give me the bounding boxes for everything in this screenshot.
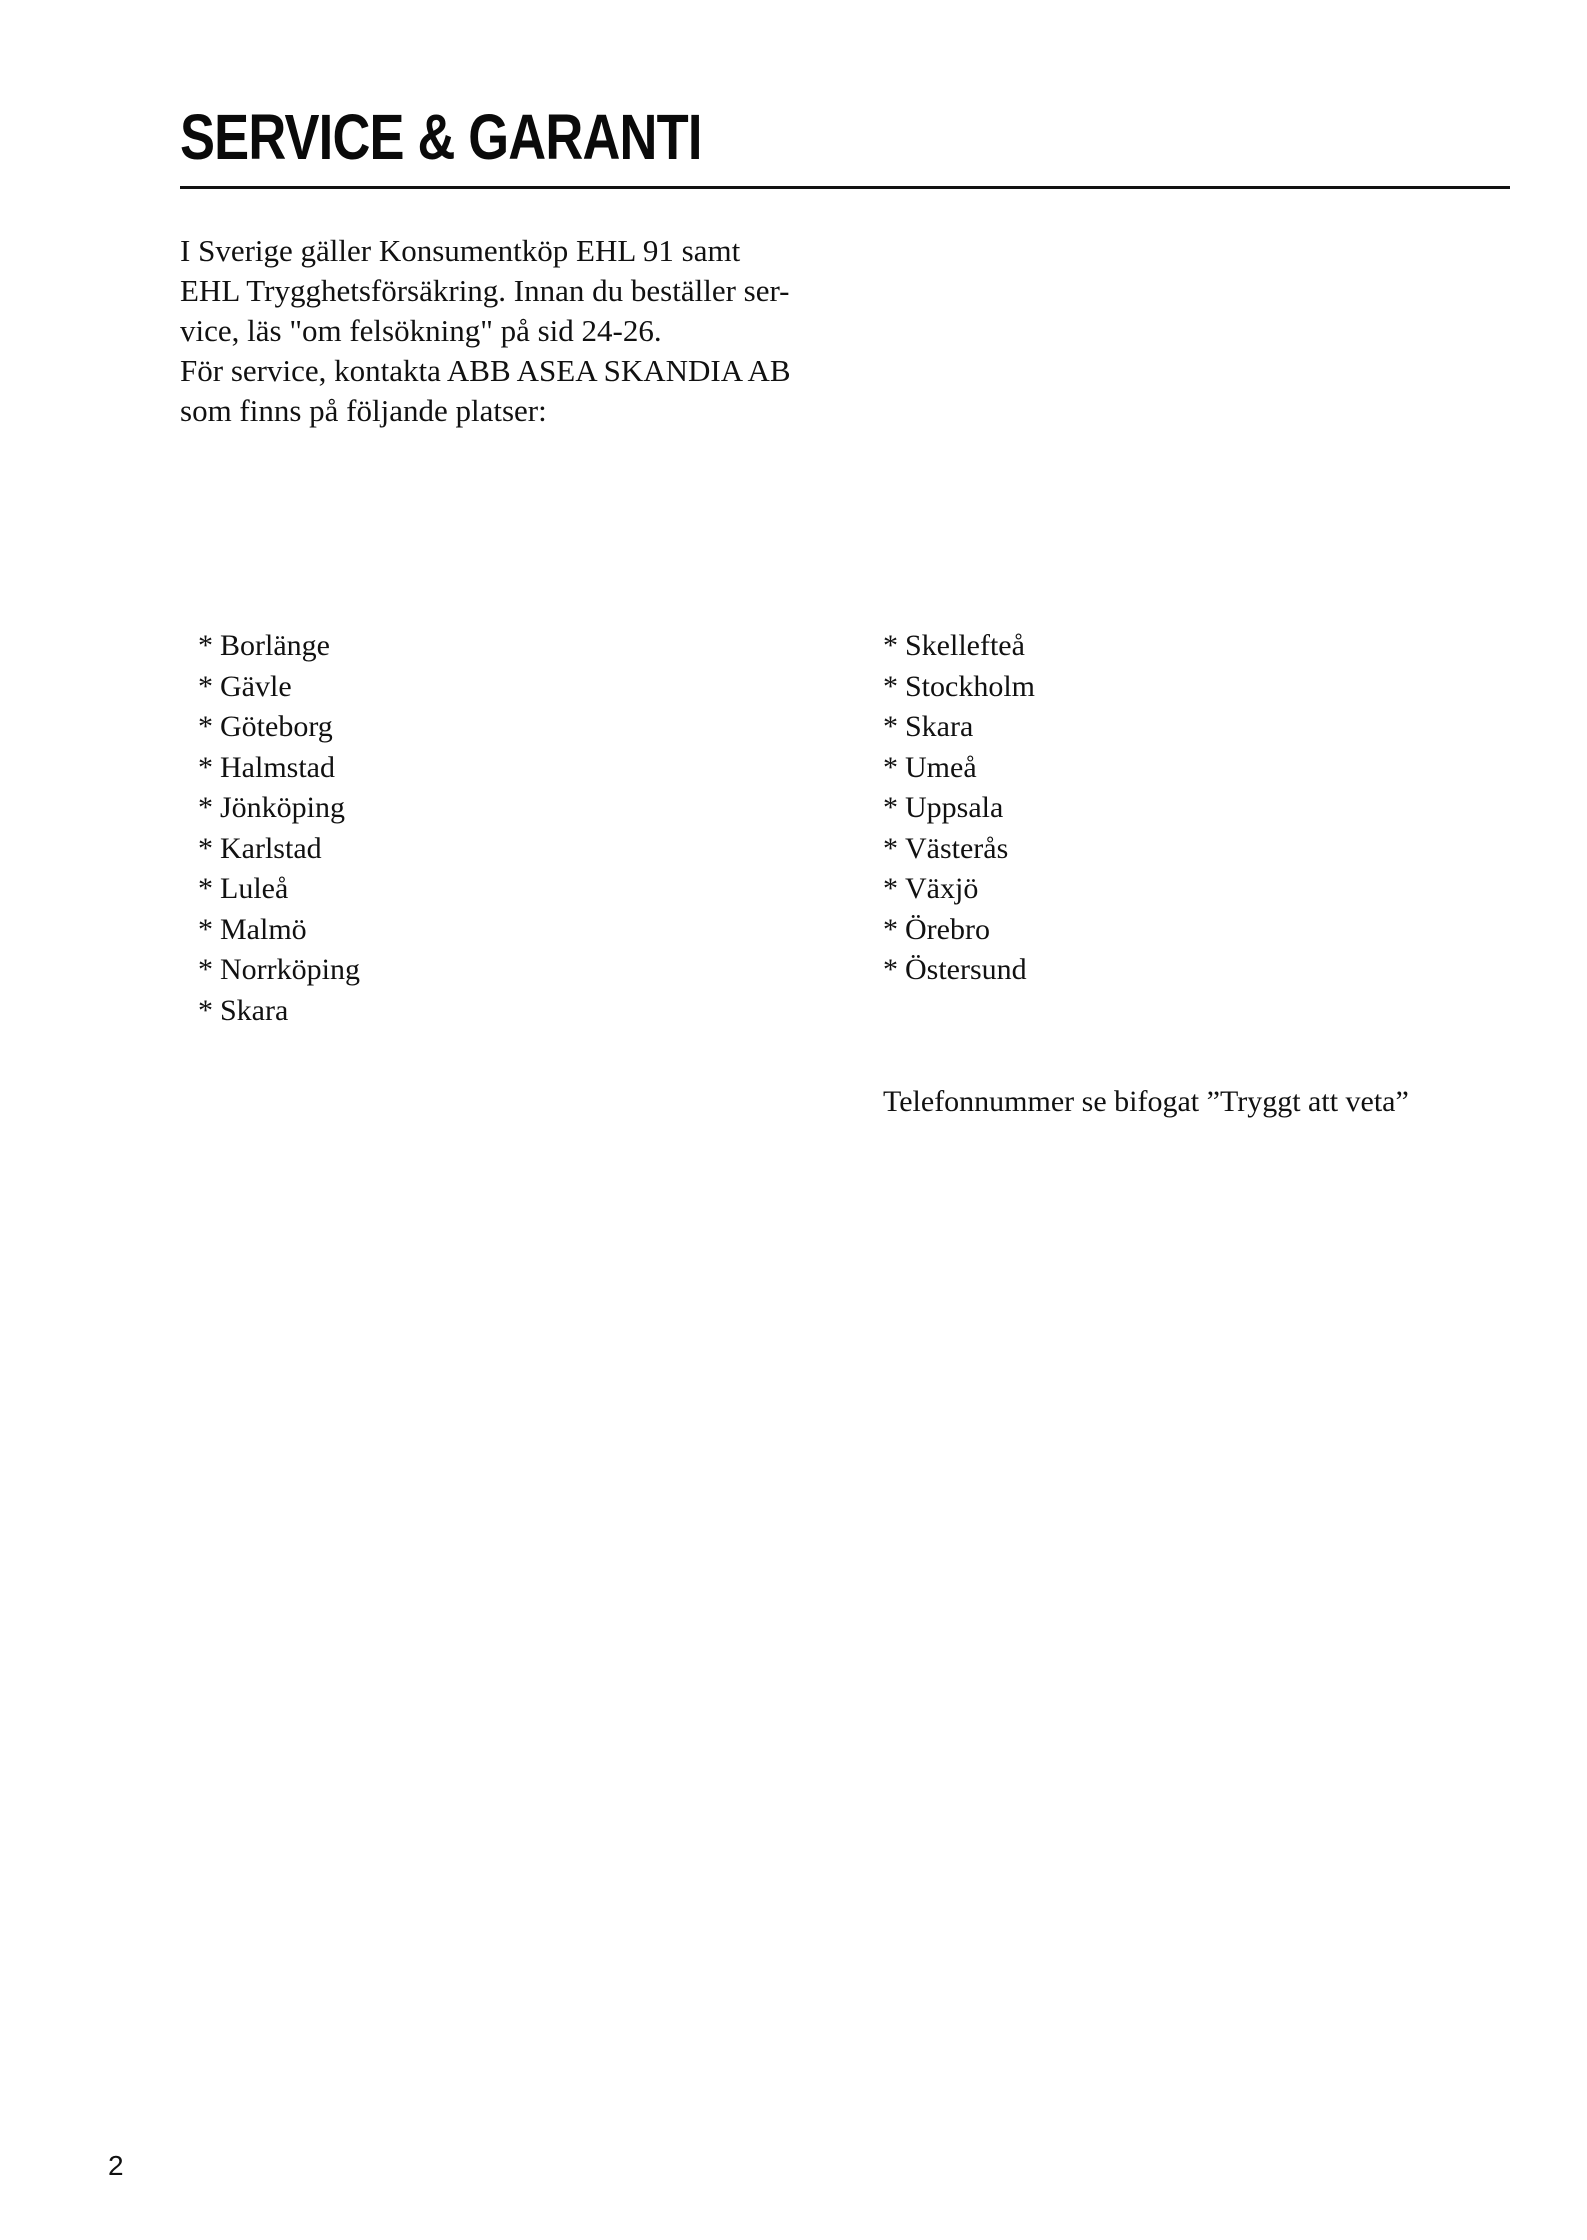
- page-number: 2: [108, 2150, 124, 2181]
- location-name: Borlänge: [220, 629, 330, 662]
- bullet-asterisk: *: [198, 831, 213, 865]
- location-name: Jönköping: [220, 791, 346, 824]
- location-item: [883, 748, 1035, 789]
- location-name: Göteborg: [220, 710, 333, 743]
- location-item: [198, 910, 360, 951]
- bullet-asterisk: *: [883, 953, 898, 986]
- location-name: Karlstad: [220, 831, 322, 865]
- location-name: Luleå: [220, 872, 289, 905]
- location-name: Umeå: [905, 750, 977, 784]
- location-item: [198, 667, 360, 708]
- intro-line: som finns på följande platser:: [180, 393, 547, 428]
- page-title: SERVICE & GARANTI: [180, 101, 702, 173]
- location-name: Stockholm: [905, 669, 1036, 703]
- intro-line: vice, läs "om felsökning" på sid 24-26.: [180, 313, 662, 348]
- location-name: Västerås: [905, 831, 1009, 865]
- bullet-asterisk: *: [883, 629, 898, 662]
- location-item: [883, 829, 1035, 870]
- location-item: [198, 707, 360, 748]
- location-item: [198, 991, 360, 1032]
- location-item: [883, 626, 1035, 667]
- location-name: Skellefteå: [905, 629, 1025, 662]
- bullet-asterisk: *: [883, 872, 898, 905]
- intro-line: I Sverige gäller Konsumentköp EHL 91 samt: [180, 233, 741, 268]
- location-item: [883, 788, 1035, 829]
- location-item: [198, 829, 360, 870]
- location-item: [198, 869, 360, 910]
- bullet-asterisk: *: [883, 669, 898, 703]
- bullet-asterisk: *: [198, 791, 213, 824]
- location-item: [198, 626, 360, 667]
- location-name: Gävle: [220, 669, 292, 703]
- location-item: [883, 707, 1035, 748]
- location-name: Uppsala: [905, 791, 1004, 824]
- bullet-asterisk: *: [198, 669, 213, 703]
- intro-line: EHL Trygghetsförsäkring. Innan du beställer ser-: [180, 273, 790, 308]
- bullet-asterisk: *: [198, 629, 213, 662]
- location-name: Växjö: [905, 872, 979, 905]
- bullet-asterisk: *: [883, 912, 898, 946]
- location-item: [198, 748, 360, 789]
- location-item: [198, 788, 360, 829]
- bullet-asterisk: *: [198, 710, 213, 743]
- location-name: Norrköping: [220, 953, 360, 986]
- location-item: [883, 667, 1035, 708]
- location-item: [198, 950, 360, 991]
- bullet-asterisk: *: [198, 993, 213, 1027]
- bullet-asterisk: *: [883, 831, 898, 865]
- bullet-asterisk: *: [198, 750, 213, 784]
- location-item: [883, 950, 1035, 991]
- location-item: [883, 910, 1035, 951]
- location-name: Örebro: [905, 912, 990, 946]
- location-name: Skara: [220, 993, 289, 1027]
- location-item: [883, 869, 1035, 910]
- service-locations-right: [883, 626, 1035, 991]
- location-name: Östersund: [905, 953, 1027, 986]
- location-name: Malmö: [220, 912, 307, 946]
- bullet-asterisk: *: [883, 750, 898, 784]
- phone-number-note: Telefonnummer se bifogat ”Tryggt att veta”: [883, 1085, 1409, 1118]
- bullet-asterisk: *: [883, 710, 898, 743]
- bullet-asterisk: *: [198, 872, 213, 905]
- service-locations-left: [198, 626, 360, 1031]
- intro-line: För service, kontakta ABB ASEA SKANDIA AB: [180, 353, 791, 388]
- intro-paragraph: [180, 231, 820, 431]
- location-name: Skara: [905, 710, 974, 743]
- title-divider: [180, 186, 1510, 189]
- bullet-asterisk: *: [883, 791, 898, 824]
- location-name: Halmstad: [220, 750, 335, 784]
- bullet-asterisk: *: [198, 953, 213, 986]
- bullet-asterisk: *: [198, 912, 213, 946]
